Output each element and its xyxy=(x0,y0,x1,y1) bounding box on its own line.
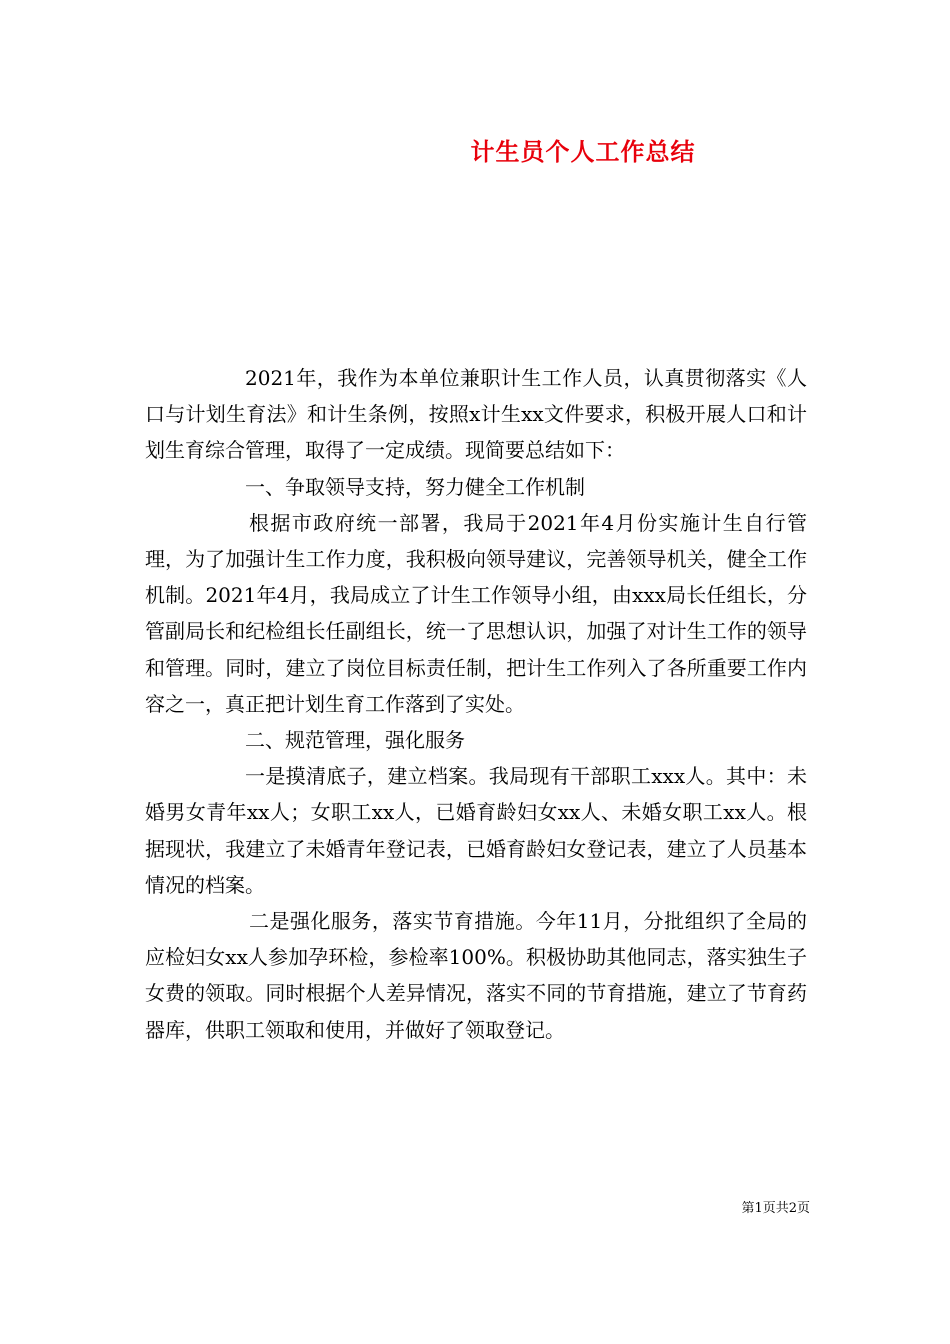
paragraph-section-1: 根据市政府统一部署，我局于2021年4月份实施计生自行管理，为了加强计生工作力度，我积极向领导建议，完善领导机关，健全工作机制。2021年4月，我局成立了计生工作领导小组，由xxx局长任组长，分管副局长和纪检组长任副组长，统一了思想认识，加强了对计生工作的领导和管理。同时，建立了岗位目标责任制，把计生工作列入了各所重要工作内容之一，真正把计划生育工作落到了实处。 xyxy=(145,510,807,716)
paragraph-section-2-item-1: 一是摸清底子，建立档案。我局现有干部职工xxx人。其中：未婚男女青年xx人；女职工xx人，已婚育龄妇女xx人、未婚女职工xx人。根据现状，我建立了未婚青年登记表，已婚育龄妇女登记表，建立了人员基本情况的档案。 xyxy=(145,764,807,897)
section-heading-2: 二、规范管理，强化服务 xyxy=(245,728,465,753)
paragraph-section-2-item-2: 二是强化服务，落实节育措施。今年11月，分批组织了全局的应检妇女xx人参加孕环检，参检率100%。积极协助其他同志，落实独生子女费的领取。同时根据个人差异情况，落实不同的节育措施，建立了节育药器库，供职工领取和使用，并做好了领取登记。 xyxy=(145,909,807,1042)
section-heading-1: 一、争取领导支持，努力健全工作机制 xyxy=(245,474,585,499)
paragraph-intro: 2021年，我作为本单位兼职计生工作人员，认真贯彻落实《人口与计划生育法》和计生条例，按照x计生xx文件要求，积极开展人口和计划生育综合管理，取得了一定成绩。现简要总结如下： xyxy=(145,366,807,463)
document-title: 计生员个人工作总结 xyxy=(470,137,696,166)
document-body xyxy=(145,360,807,1048)
page-number-footer: 第1页共2页 xyxy=(741,1201,810,1216)
